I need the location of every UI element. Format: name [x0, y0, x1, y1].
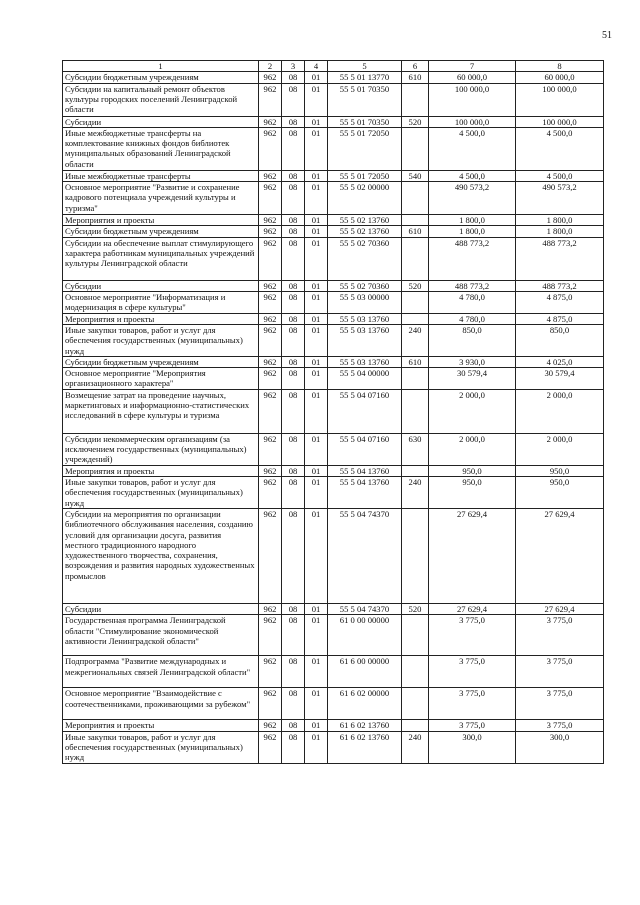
item-section: 08: [282, 603, 305, 614]
item-expense-type: [402, 83, 429, 116]
item-amount-year1: 488 773,2: [429, 237, 516, 280]
table-row: [63, 83, 604, 116]
item-grbs: 962: [259, 720, 282, 731]
item-target-code: 61 6 02 13760: [328, 720, 402, 731]
table-row: [63, 170, 604, 181]
item-amount-year2: 300,0: [516, 731, 604, 763]
item-target-code: 61 6 02 00000: [328, 688, 402, 720]
item-section: 08: [282, 215, 305, 226]
item-section: 08: [282, 465, 305, 476]
item-amount-year1: 1 800,0: [429, 226, 516, 237]
item-subsection: 01: [305, 182, 328, 215]
item-amount-year1: 3 930,0: [429, 356, 516, 367]
item-name: Иные закупки товаров, работ и услуг для обеспечения государственных (муниципальных) нужд: [63, 731, 259, 763]
item-target-code: 55 5 01 72050: [328, 127, 402, 170]
table-row: [63, 116, 604, 127]
column-header: 6: [402, 61, 429, 72]
item-section: 08: [282, 508, 305, 603]
item-grbs: 962: [259, 477, 282, 509]
item-expense-type: [402, 368, 429, 390]
item-subsection: 01: [305, 215, 328, 226]
item-amount-year1: 4 500,0: [429, 170, 516, 181]
item-subsection: 01: [305, 731, 328, 763]
item-section: 08: [282, 324, 305, 356]
item-name: Субсидии: [63, 116, 259, 127]
item-name: Основное мероприятие "Информатизация и модернизация в сфере культуры": [63, 292, 259, 314]
item-target-code: 55 5 04 00000: [328, 368, 402, 390]
item-expense-type: 610: [402, 72, 429, 83]
item-target-code: 55 5 04 74370: [328, 508, 402, 603]
item-name: Подпрограмма "Развитие международных и межрегиональных связей Ленинградской области": [63, 656, 259, 688]
item-section: 08: [282, 656, 305, 688]
item-name: Основное мероприятие "Развитие и сохранение кадрового потенциала учреждений культуры и туризма": [63, 182, 259, 215]
item-grbs: 962: [259, 368, 282, 390]
item-amount-year1: 2 000,0: [429, 433, 516, 465]
item-grbs: 962: [259, 313, 282, 324]
item-amount-year1: 1 800,0: [429, 215, 516, 226]
item-amount-year1: 27 629,4: [429, 508, 516, 603]
item-expense-type: 240: [402, 731, 429, 763]
item-section: 08: [282, 720, 305, 731]
item-amount-year2: 30 579,4: [516, 368, 604, 390]
table-row: [63, 72, 604, 83]
item-target-code: 55 5 01 70350: [328, 116, 402, 127]
table-row: [63, 215, 604, 226]
table-row: [63, 465, 604, 476]
item-amount-year1: 3 775,0: [429, 656, 516, 688]
item-subsection: 01: [305, 688, 328, 720]
item-target-code: 55 5 02 00000: [328, 182, 402, 215]
item-expense-type: 610: [402, 356, 429, 367]
item-amount-year2: 60 000,0: [516, 72, 604, 83]
item-expense-type: [402, 389, 429, 433]
item-amount-year2: 950,0: [516, 477, 604, 509]
item-amount-year1: 300,0: [429, 731, 516, 763]
item-target-code: 55 5 04 07160: [328, 433, 402, 465]
item-grbs: 962: [259, 127, 282, 170]
item-grbs: 962: [259, 226, 282, 237]
item-expense-type: [402, 182, 429, 215]
item-expense-type: 520: [402, 603, 429, 614]
item-name: Иные межбюджетные трансферты: [63, 170, 259, 181]
item-subsection: 01: [305, 389, 328, 433]
item-section: 08: [282, 83, 305, 116]
item-name: Мероприятия и проекты: [63, 215, 259, 226]
item-amount-year2: 4 500,0: [516, 127, 604, 170]
item-grbs: 962: [259, 615, 282, 656]
item-grbs: 962: [259, 656, 282, 688]
item-amount-year1: 488 773,2: [429, 280, 516, 291]
item-section: 08: [282, 477, 305, 509]
item-grbs: 962: [259, 72, 282, 83]
item-amount-year2: 488 773,2: [516, 237, 604, 280]
item-target-code: 55 5 04 74370: [328, 603, 402, 614]
item-amount-year1: 950,0: [429, 477, 516, 509]
column-header: 5: [328, 61, 402, 72]
item-target-code: 55 5 04 13760: [328, 465, 402, 476]
column-header: 3: [282, 61, 305, 72]
table-row: [63, 182, 604, 215]
item-section: 08: [282, 368, 305, 390]
item-target-code: 55 5 03 13760: [328, 313, 402, 324]
item-section: 08: [282, 170, 305, 181]
item-section: 08: [282, 237, 305, 280]
item-subsection: 01: [305, 313, 328, 324]
table-row: [63, 226, 604, 237]
item-target-code: 55 5 02 13760: [328, 215, 402, 226]
item-amount-year1: 850,0: [429, 324, 516, 356]
item-section: 08: [282, 116, 305, 127]
item-amount-year2: 4 875,0: [516, 292, 604, 314]
item-target-code: 61 6 02 13760: [328, 731, 402, 763]
item-subsection: 01: [305, 280, 328, 291]
item-name: Субсидии некоммерческим организациям (за исключением государственных (муниципальных) учреждений): [63, 433, 259, 465]
item-amount-year1: 3 775,0: [429, 615, 516, 656]
table-row: [63, 237, 604, 280]
item-subsection: 01: [305, 226, 328, 237]
item-expense-type: [402, 292, 429, 314]
item-amount-year2: 4 875,0: [516, 313, 604, 324]
item-amount-year2: 488 773,2: [516, 280, 604, 291]
item-subsection: 01: [305, 170, 328, 181]
item-expense-type: 540: [402, 170, 429, 181]
item-amount-year1: 30 579,4: [429, 368, 516, 390]
item-amount-year1: 60 000,0: [429, 72, 516, 83]
item-amount-year1: 100 000,0: [429, 116, 516, 127]
item-expense-type: 630: [402, 433, 429, 465]
item-name: Субсидии на капитальный ремонт объектов культуры городских поселений Ленинградской области: [63, 83, 259, 116]
item-section: 08: [282, 72, 305, 83]
item-amount-year2: 3 775,0: [516, 615, 604, 656]
item-name: Субсидии на обеспечение выплат стимулирующего характера работникам муниципальных учреждений культуры Ленинградской области: [63, 237, 259, 280]
table-row: [63, 720, 604, 731]
column-header: 1: [63, 61, 259, 72]
item-grbs: 962: [259, 182, 282, 215]
item-expense-type: 240: [402, 324, 429, 356]
table-row: [63, 127, 604, 170]
item-amount-year2: 27 629,4: [516, 508, 604, 603]
item-grbs: 962: [259, 433, 282, 465]
table-row: [63, 656, 604, 688]
item-expense-type: [402, 313, 429, 324]
item-target-code: 61 0 00 00000: [328, 615, 402, 656]
item-subsection: 01: [305, 83, 328, 116]
item-expense-type: 610: [402, 226, 429, 237]
table-row: [63, 389, 604, 433]
item-target-code: 55 5 03 13760: [328, 356, 402, 367]
item-target-code: 55 5 01 70350: [328, 83, 402, 116]
item-section: 08: [282, 280, 305, 291]
item-section: 08: [282, 433, 305, 465]
item-amount-year2: 490 573,2: [516, 182, 604, 215]
item-grbs: 962: [259, 324, 282, 356]
item-expense-type: [402, 465, 429, 476]
item-target-code: 55 5 03 00000: [328, 292, 402, 314]
column-header: 7: [429, 61, 516, 72]
item-grbs: 962: [259, 688, 282, 720]
item-subsection: 01: [305, 237, 328, 280]
item-grbs: 962: [259, 356, 282, 367]
item-expense-type: [402, 237, 429, 280]
item-target-code: 55 5 04 13760: [328, 477, 402, 509]
item-grbs: 962: [259, 465, 282, 476]
item-name: Субсидии бюджетным учреждениям: [63, 356, 259, 367]
item-subsection: 01: [305, 615, 328, 656]
item-amount-year2: 100 000,0: [516, 83, 604, 116]
table-row: [63, 688, 604, 720]
table-row: [63, 292, 604, 314]
item-amount-year2: 3 775,0: [516, 720, 604, 731]
item-amount-year2: 4 025,0: [516, 356, 604, 367]
item-grbs: 962: [259, 508, 282, 603]
item-name: Возмещение затрат на проведение научных, маркетинговых и информационно-статистических исследований в сфере культуры и туризма: [63, 389, 259, 433]
item-target-code: 61 6 00 00000: [328, 656, 402, 688]
item-amount-year1: 490 573,2: [429, 182, 516, 215]
item-name: Иные межбюджетные трансферты на комплектование книжных фондов библиотек муниципальных образований Ленинградской области: [63, 127, 259, 170]
item-subsection: 01: [305, 720, 328, 731]
item-section: 08: [282, 688, 305, 720]
table-header-row: [63, 61, 604, 72]
item-subsection: 01: [305, 356, 328, 367]
table-row: [63, 731, 604, 763]
item-name: Иные закупки товаров, работ и услуг для обеспечения государственных (муниципальных) нужд: [63, 477, 259, 509]
table-row: [63, 603, 604, 614]
item-subsection: 01: [305, 324, 328, 356]
item-amount-year2: 4 500,0: [516, 170, 604, 181]
item-target-code: 55 5 02 70360: [328, 237, 402, 280]
table-row: [63, 356, 604, 367]
item-expense-type: [402, 720, 429, 731]
item-name: Субсидии бюджетным учреждениям: [63, 226, 259, 237]
item-target-code: 55 5 02 13760: [328, 226, 402, 237]
item-target-code: 55 5 01 72050: [328, 170, 402, 181]
item-amount-year2: 2 000,0: [516, 389, 604, 433]
item-target-code: 55 5 02 70360: [328, 280, 402, 291]
table-row: [63, 477, 604, 509]
table-row: [63, 324, 604, 356]
item-amount-year2: 2 000,0: [516, 433, 604, 465]
item-grbs: 962: [259, 83, 282, 116]
item-expense-type: 520: [402, 280, 429, 291]
table-row: [63, 313, 604, 324]
item-amount-year1: 2 000,0: [429, 389, 516, 433]
item-grbs: 962: [259, 237, 282, 280]
table-row: [63, 433, 604, 465]
item-section: 08: [282, 731, 305, 763]
column-header: 8: [516, 61, 604, 72]
item-section: 08: [282, 182, 305, 215]
page-number: 51: [602, 30, 612, 41]
item-amount-year1: 3 775,0: [429, 688, 516, 720]
item-subsection: 01: [305, 368, 328, 390]
item-expense-type: [402, 688, 429, 720]
item-name: Мероприятия и проекты: [63, 720, 259, 731]
item-section: 08: [282, 615, 305, 656]
item-amount-year1: 4 500,0: [429, 127, 516, 170]
item-amount-year2: 3 775,0: [516, 688, 604, 720]
item-amount-year1: 3 775,0: [429, 720, 516, 731]
item-subsection: 01: [305, 116, 328, 127]
item-expense-type: [402, 215, 429, 226]
item-subsection: 01: [305, 477, 328, 509]
item-name: Мероприятия и проекты: [63, 465, 259, 476]
item-amount-year2: 100 000,0: [516, 116, 604, 127]
item-grbs: 962: [259, 292, 282, 314]
item-grbs: 962: [259, 389, 282, 433]
item-expense-type: [402, 615, 429, 656]
item-section: 08: [282, 356, 305, 367]
item-grbs: 962: [259, 215, 282, 226]
item-grbs: 962: [259, 116, 282, 127]
item-subsection: 01: [305, 292, 328, 314]
table-row: [63, 508, 604, 603]
item-target-code: 55 5 03 13760: [328, 324, 402, 356]
item-name: Субсидии: [63, 280, 259, 291]
item-amount-year1: 4 780,0: [429, 292, 516, 314]
item-subsection: 01: [305, 603, 328, 614]
item-expense-type: 520: [402, 116, 429, 127]
item-section: 08: [282, 127, 305, 170]
item-subsection: 01: [305, 433, 328, 465]
item-section: 08: [282, 389, 305, 433]
item-target-code: 55 5 04 07160: [328, 389, 402, 433]
item-amount-year2: 1 800,0: [516, 226, 604, 237]
item-subsection: 01: [305, 127, 328, 170]
item-name: Субсидии на мероприятия по организации библиотечного обслуживания населения, созданию условий для организации досуга, развития местного традиционного народного художественного творчества, сохранения, возрождения и развития народных художественных промыслов: [63, 508, 259, 603]
item-grbs: 962: [259, 731, 282, 763]
column-header: 4: [305, 61, 328, 72]
item-subsection: 01: [305, 656, 328, 688]
item-subsection: 01: [305, 465, 328, 476]
item-amount-year2: 27 629,4: [516, 603, 604, 614]
item-grbs: 962: [259, 280, 282, 291]
item-name: Субсидии: [63, 603, 259, 614]
item-name: Мероприятия и проекты: [63, 313, 259, 324]
item-target-code: 55 5 01 13770: [328, 72, 402, 83]
item-grbs: 962: [259, 603, 282, 614]
item-amount-year1: 4 780,0: [429, 313, 516, 324]
item-name: Субсидии бюджетным учреждениям: [63, 72, 259, 83]
item-amount-year1: 27 629,4: [429, 603, 516, 614]
item-section: 08: [282, 313, 305, 324]
item-amount-year2: 1 800,0: [516, 215, 604, 226]
table-row: [63, 368, 604, 390]
item-expense-type: [402, 656, 429, 688]
item-section: 08: [282, 226, 305, 237]
item-amount-year2: 850,0: [516, 324, 604, 356]
item-expense-type: [402, 127, 429, 170]
item-name: Основное мероприятие "Мероприятия организационного характера": [63, 368, 259, 390]
item-amount-year1: 100 000,0: [429, 83, 516, 116]
item-subsection: 01: [305, 508, 328, 603]
item-expense-type: [402, 508, 429, 603]
item-name: Государственная программа Ленинградской области "Стимулирование экономической активности Ленинградской области": [63, 615, 259, 656]
item-name: Иные закупки товаров, работ и услуг для обеспечения государственных (муниципальных) нужд: [63, 324, 259, 356]
item-amount-year2: 3 775,0: [516, 656, 604, 688]
item-section: 08: [282, 292, 305, 314]
item-expense-type: 240: [402, 477, 429, 509]
budget-table: [62, 60, 604, 764]
table-row: [63, 280, 604, 291]
item-grbs: 962: [259, 170, 282, 181]
table-row: [63, 615, 604, 656]
item-amount-year2: 950,0: [516, 465, 604, 476]
item-subsection: 01: [305, 72, 328, 83]
item-name: Основное мероприятие "Взаимодействие с соотечественниками, проживающими за рубежом": [63, 688, 259, 720]
item-amount-year1: 950,0: [429, 465, 516, 476]
column-header: 2: [259, 61, 282, 72]
